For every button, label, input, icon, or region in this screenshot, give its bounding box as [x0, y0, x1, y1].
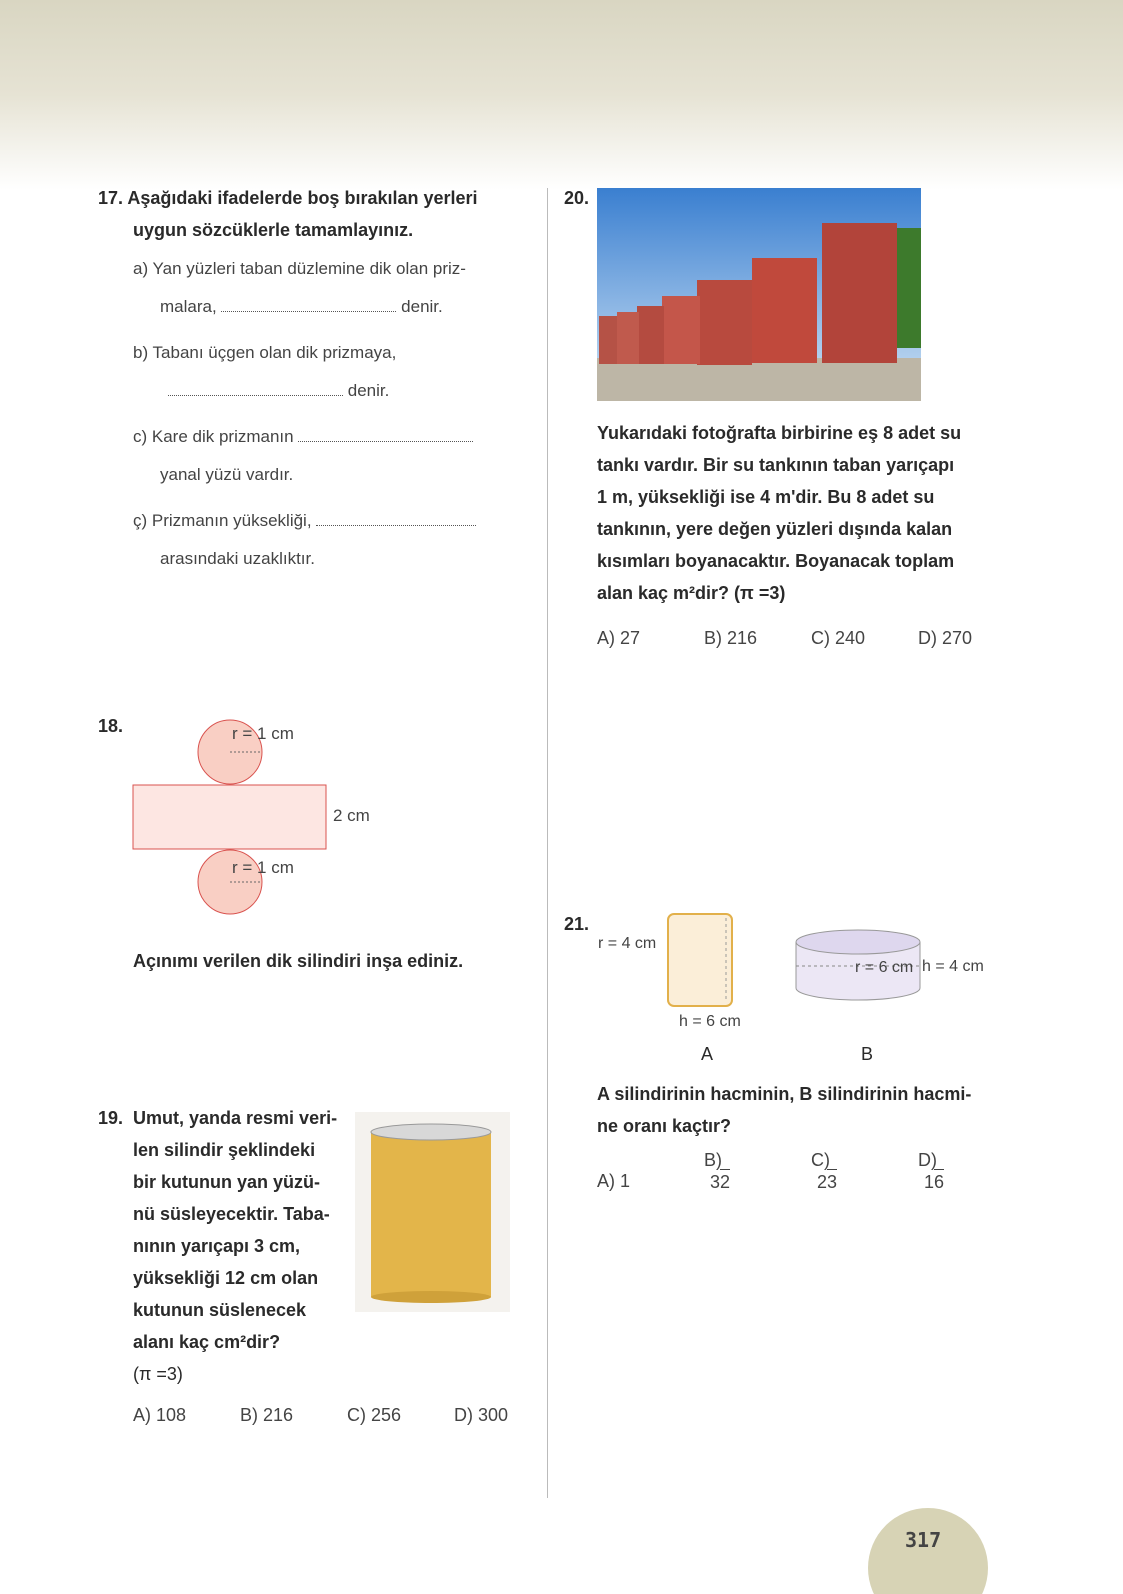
net-rectangle — [133, 785, 326, 849]
q17-stem-2: uygun sözcüklerle tamamlayınız. — [133, 220, 414, 240]
q20-text — [597, 417, 961, 609]
q17-a-3: denir. — [401, 297, 443, 316]
line: nının yarıçapı 3 cm, — [133, 1236, 301, 1256]
numerator: 2 — [817, 1172, 828, 1193]
denominator: 2 — [720, 1169, 730, 1192]
denominator: 3 — [827, 1169, 837, 1192]
line: A silindirinin hacminin, B silindirinin hacmi- — [597, 1084, 972, 1104]
line: Yukarıdaki fotoğrafta birbirine eş 8 adet su — [597, 423, 962, 443]
numerator: 3 — [710, 1172, 721, 1193]
cylinder-a — [668, 914, 732, 1006]
q18-text: Açınımı verilen dik silindiri inşa ediniz. — [133, 951, 464, 971]
q19-options — [133, 1405, 561, 1426]
option-label: B) — [704, 1150, 722, 1170]
line: yüksekliği 12 cm olan — [133, 1268, 319, 1288]
line: kısımları boyanacaktır. Boyanacak toplam — [597, 551, 955, 571]
water-tanks-photo — [597, 188, 921, 401]
option-c[interactable] — [811, 1150, 918, 1192]
blank[interactable] — [221, 297, 396, 312]
q17-a: a) Yan yüzleri taban düzlemine dik olan priz- — [133, 259, 466, 278]
r-top-label: r = 1 cm — [232, 724, 294, 743]
line: 1 m, yüksekliği ise 4 m'dir. Bu 8 adet su — [597, 487, 935, 507]
option-a[interactable]: A) 108 — [133, 1405, 187, 1425]
denominator: 6 — [934, 1169, 944, 1192]
line: tankının, yere değen yüzleri dışında kalan — [597, 519, 953, 539]
q21-options — [597, 1150, 1025, 1192]
blank[interactable] — [316, 511, 476, 526]
q17-a-2: malara, — [160, 297, 217, 316]
option-d[interactable] — [918, 1150, 1025, 1192]
blank[interactable] — [298, 427, 473, 442]
line: alanı kaç cm²dir? — [133, 1332, 281, 1352]
q17-d-2: arasındaki uzaklıktır. — [160, 549, 315, 568]
q17 — [98, 182, 478, 578]
fraction — [817, 1172, 924, 1193]
q17-c-2: yanal yüzü vardır. — [160, 465, 294, 484]
q17-b: b) Tabanı üçgen olan dik prizmaya, — [133, 343, 397, 362]
line: kutunun süslenecek — [133, 1300, 307, 1320]
option-b[interactable]: B) 216 — [704, 628, 758, 648]
option-c[interactable]: C) 240 — [811, 628, 866, 648]
b-radius-label: r = 6 cm — [855, 959, 914, 976]
fraction — [710, 1172, 817, 1193]
q17-number: 17. — [98, 188, 124, 208]
line: alan kaç m²dir? (π =3) — [597, 583, 786, 603]
line: bir kutunun yan yüzü- — [133, 1172, 320, 1192]
q17-c: c) Kare dik prizmanın — [133, 427, 294, 446]
q19-text — [133, 1102, 337, 1390]
q21-text — [597, 1078, 971, 1142]
line: len silindir şeklindeki — [133, 1140, 316, 1160]
line: tankı vardır. Bir su tankının taban yarıçapı — [597, 455, 955, 475]
option-b[interactable] — [704, 1150, 811, 1192]
option-d[interactable]: D) 300 — [454, 1405, 509, 1425]
fraction — [924, 1172, 1031, 1193]
line: Umut, yanda resmi veri- — [133, 1108, 338, 1128]
q19 — [98, 1102, 123, 1134]
yellow-can-photo — [355, 1112, 510, 1312]
q21-number: 21. — [564, 914, 590, 934]
option-a[interactable] — [597, 1171, 704, 1192]
option-b[interactable]: B) 216 — [240, 1405, 294, 1425]
column-divider — [547, 188, 548, 1498]
option-label: C) — [811, 1150, 830, 1170]
height-label: 2 cm — [333, 806, 370, 825]
option-c[interactable]: C) 256 — [347, 1405, 402, 1425]
q20-number: 20. — [564, 188, 590, 208]
a-radius-label: r = 4 cm — [598, 935, 657, 952]
q19-number: 19. — [98, 1108, 124, 1128]
q17-stem: Aşağıdaki ifadelerde boş bırakılan yerleri — [127, 188, 478, 208]
numerator: 1 — [924, 1172, 935, 1193]
q17-b-2: denir. — [347, 381, 390, 400]
page-number: 317 — [905, 1528, 942, 1552]
option-label: D) — [918, 1150, 937, 1170]
q18-number: 18. — [98, 716, 124, 736]
line: (π =3) — [133, 1364, 183, 1384]
blank[interactable] — [168, 381, 343, 396]
option-d[interactable]: D) 270 — [918, 628, 973, 648]
line: ne oranı kaçtır? — [597, 1116, 732, 1136]
q20-options — [597, 628, 1025, 649]
q17-d: ç) Prizmanın yüksekliği, — [133, 511, 312, 530]
line: nü süsleyecektir. Taba- — [133, 1204, 330, 1224]
r-bottom-label: r = 1 cm — [232, 858, 294, 877]
a-label: A — [701, 1044, 714, 1064]
option-a[interactable]: A) 27 — [597, 628, 641, 648]
a-height-label: h = 6 cm — [679, 1013, 741, 1030]
header-banner — [0, 0, 1123, 190]
b-label: B — [861, 1044, 874, 1064]
option-label: A) 1 — [597, 1171, 631, 1191]
b-height-label: h = 4 cm — [922, 958, 984, 975]
